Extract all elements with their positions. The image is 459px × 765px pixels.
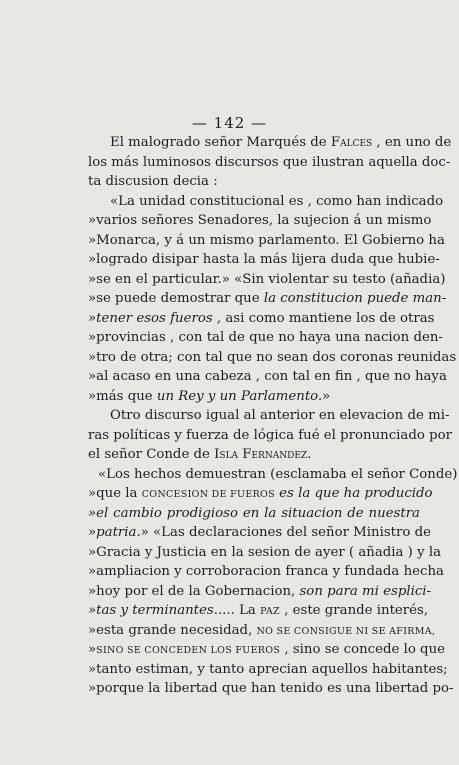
text-run: »se puede demostrar que [88, 291, 264, 306]
text-run: NO SE CONSIGUE NI SE AFIRMA, [256, 625, 436, 637]
text-run: los más luminosos discursos que ilustran aquella doc- [88, 154, 451, 170]
text-run: «La unidad constitucional es , como han indicado [110, 193, 444, 209]
text-line [88, 153, 451, 173]
text-run: Falces [330, 135, 373, 150]
text-run: Otro discurso igual al anterior en elevacion de mi- [110, 408, 450, 423]
text-run: » [322, 388, 331, 404]
text-run: »logrado disipar hasta la más lijera duda que hubie- [88, 252, 440, 267]
body-text [88, 133, 458, 699]
text-line [88, 660, 448, 680]
text-run: un Rey y un Parlamento. [156, 388, 323, 404]
text-run: , en uno de [372, 135, 452, 150]
text-run: » [88, 642, 97, 657]
text-line [88, 387, 420, 407]
text-line [88, 367, 447, 387]
text-run: »se en el particular.» «Sin violentar su testo (añadia) [88, 271, 446, 287]
text-run: »hoy por el de la Gobernacion, [88, 583, 300, 599]
text-run: »Gracia y Justicia en la sesion de ayer ( añadia ) y la [88, 544, 442, 560]
text-run: , asi como mantiene los de otras [212, 310, 435, 326]
text-run: ras políticas y fuerza de lógica fué el pronunciado por [88, 427, 452, 443]
text-line [88, 192, 444, 212]
text-run: es la que ha producido [274, 486, 433, 501]
text-line [88, 328, 443, 348]
text-run: »ampliacion y corroboracion franca y fundada hecha [88, 564, 444, 579]
text-run: »tener esos fueros [88, 310, 213, 326]
text-line [88, 348, 457, 368]
text-run: la constitucion puede man- [263, 291, 447, 306]
text-line [88, 523, 431, 543]
text-run: El malogrado señor Marqués de [110, 135, 331, 150]
text-run: el señor Conde de [88, 447, 215, 462]
text-line [88, 250, 440, 270]
text-line [88, 465, 458, 485]
text-run: , este grande interés, [279, 603, 429, 618]
text-run: »varios señores Senadores, la sujecion á un mismo [88, 213, 432, 228]
text-run: »más que [88, 388, 157, 404]
text-run: Isla Fernandez [214, 447, 308, 462]
text-run: »Monarca, y á un mismo parlamento. El Gobierno ha [88, 232, 445, 248]
text-run: »tro de otra; con tal que no sean dos coronas reunidas [88, 349, 457, 365]
text-line [88, 231, 445, 251]
page-number: — 142 — [191, 114, 268, 132]
text-run: La [234, 603, 261, 618]
text-line [88, 309, 435, 329]
text-run: ta discusion decia : [88, 174, 218, 189]
text-line [88, 679, 454, 699]
text-line [88, 562, 444, 582]
text-run: »que la [88, 486, 142, 501]
text-run: PAZ [260, 606, 280, 617]
text-line [88, 640, 445, 660]
text-run: , sino se concede lo que [280, 642, 445, 657]
text-run: »patria. [88, 525, 141, 540]
text-line [88, 445, 420, 465]
text-line [88, 211, 432, 231]
text-run: »provincias , con tal de que no haya una nacion den- [88, 330, 443, 345]
text-run: CONCESION DE FUEROS [141, 489, 275, 500]
text-run: «Los hechos demuestran (esclamaba el señor Conde) [98, 466, 458, 482]
text-run: »porque la libertad que han tenido es una libertad po- [88, 681, 454, 696]
text-run: SINO SE CONCEDEN LOS FUEROS [96, 645, 281, 656]
text-line [88, 582, 432, 602]
text-run: »tas y terminantes..... [88, 603, 235, 618]
text-line [88, 270, 446, 290]
text-line [88, 133, 452, 153]
text-run: »esta grande necesidad, [88, 622, 257, 638]
text-line [88, 601, 429, 621]
text-line [88, 426, 452, 446]
text-run: »tanto estiman, y tanto aprecian aquellos habitantes; [88, 661, 448, 677]
text-line [88, 406, 450, 426]
text-run: »el cambio prodigioso en la situacion de nuestra [88, 505, 420, 521]
text-run: »al acaso en una cabeza , con tal en fin , que no haya [88, 369, 447, 384]
text-line [88, 172, 420, 192]
text-line [88, 289, 447, 309]
text-line [88, 484, 433, 504]
text-run: . [307, 447, 312, 462]
text-line [88, 621, 436, 641]
text-line [88, 543, 442, 563]
text-run: son para mi esplici- [299, 583, 432, 599]
text-line [88, 504, 420, 524]
text-run: » «Las declaraciones del señor Ministro de [140, 525, 431, 540]
